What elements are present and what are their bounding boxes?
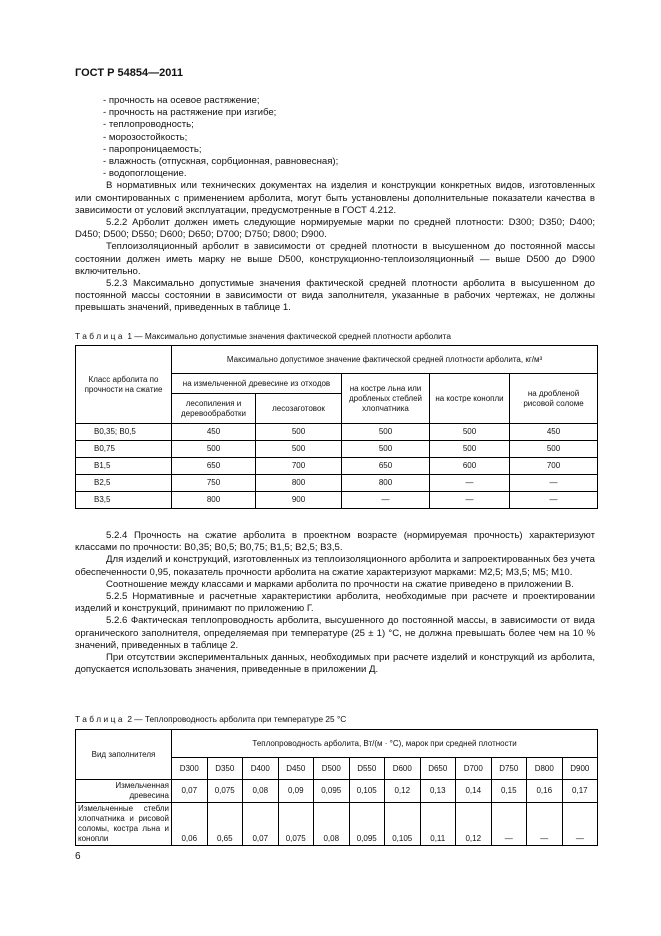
density-cell: 650	[172, 458, 256, 475]
list-item: - теплопроводность;	[103, 119, 194, 131]
col-header-max: Максимально допустимое значение фактической средней плотности арболита, кг/м³	[172, 346, 598, 374]
list-item: - прочность на осевое растяжение;	[103, 95, 260, 106]
density-cell: 800	[342, 475, 430, 492]
list-item: - водопоглощение.	[103, 168, 187, 180]
paragraph: Соотношение между классами и марками арболита по прочности на сжатие приведено в приложении В.	[106, 578, 574, 590]
thermal-value-cell: 0,06	[172, 803, 208, 846]
density-cell: 500	[342, 441, 430, 458]
grade-header: D350	[207, 758, 243, 780]
thermal-value-cell: 0,08	[314, 803, 350, 846]
density-cell: 500	[342, 424, 430, 441]
table2-caption: Таблица 2 — Теплопроводность арболита при температуре 25 °С	[75, 714, 347, 724]
density-cell: 500	[430, 441, 510, 458]
grade-header: D700	[456, 758, 492, 780]
table-row	[76, 441, 598, 458]
density-cell: 500	[172, 441, 256, 458]
grade-header: D400	[243, 758, 279, 780]
list-item: - морозостойкость;	[103, 131, 188, 143]
density-cell: 700	[256, 458, 342, 475]
thermal-value-cell: 0,105	[385, 803, 421, 846]
thermal-value-cell: —	[562, 803, 598, 846]
paragraph: Теплоизоляционный арболит в зависимости от средней плотности в высушенном до постоянной массы состоянии должен иметь марку не выше D500, конструкционно-теплоизоляционный — выше D500 до D900 включительно.	[75, 241, 595, 277]
density-cell: 500	[256, 424, 342, 441]
table-row	[76, 492, 598, 509]
col-header-class: Класс арболита по прочности на сжатие	[76, 346, 172, 424]
thermal-value-cell: —	[491, 803, 527, 846]
thermal-value-cell: 0,08	[243, 780, 279, 803]
paragraph: 5.2.3 Максимально допустимые значения фактической средней плотности арболита в высушенном до постоянной массы состоянии в зависимости от вида заполнителя, указанные в рабочих чертежах, не должны превышать значений, приведенных в таблице 1.	[75, 278, 595, 314]
paragraph: 5.2.5 Нормативные и расчетные характеристики арболита, необходимые при расчете и проектировании изделий и конструкций, принимают по приложению Г.	[75, 591, 595, 615]
list-item: - паропроницаемость;	[103, 143, 202, 155]
density-cell: 450	[510, 424, 598, 441]
density-cell: 750	[172, 475, 256, 492]
table-row	[76, 780, 598, 803]
thermal-value-cell: 0,095	[314, 780, 350, 803]
thermal-value-cell: 0,07	[243, 803, 279, 846]
thermal-value-cell: 0,13	[420, 780, 456, 803]
class-cell: B2,5	[76, 475, 172, 492]
class-cell: B0,75	[76, 441, 172, 458]
thermal-value-cell: 0,12	[456, 803, 492, 846]
thermal-value-cell: 0,095	[349, 803, 385, 846]
col-header-filler: Вид заполнителя	[76, 730, 172, 780]
thermal-table	[75, 729, 598, 846]
col-header-wood: на измельченной древесине из отходов	[172, 374, 342, 394]
paragraph: Для изделий и конструкций, изготовленных из теплоизоляционного арболита и запроектированных без учета обеспеченности 0,95, показатель прочности арболита на сжатие характеризуют марками: M2,5; M3,5; M5; M10.	[75, 554, 595, 578]
col-header-hemp: на костре конопли	[430, 374, 510, 424]
density-cell: 900	[256, 492, 342, 509]
thermal-value-cell: 0,075	[278, 803, 314, 846]
density-cell: —	[430, 492, 510, 509]
density-cell: 500	[256, 441, 342, 458]
list-item: - влажность (отпускная, сорбционная, равновесная);	[103, 156, 339, 168]
density-cell: 600	[430, 458, 510, 475]
density-cell: —	[510, 492, 598, 509]
table-row	[76, 458, 598, 475]
col-header-thermal: Теплопроводность арболита, Вт/(м · °С), марок при средней плотности	[172, 730, 598, 758]
col-header-rice: на дробленой рисовой соломе	[510, 374, 598, 424]
table-row	[76, 424, 598, 441]
thermal-value-cell: 0,65	[207, 803, 243, 846]
list-item: - прочность на растяжение при изгибе;	[103, 107, 277, 119]
grade-header: D800	[527, 758, 563, 780]
table-row	[76, 475, 598, 492]
density-cell: 500	[430, 424, 510, 441]
thermal-value-cell: 0,14	[456, 780, 492, 803]
density-cell: 450	[172, 424, 256, 441]
filler-name: Измельченная древесина	[76, 780, 172, 803]
grade-header: D750	[491, 758, 527, 780]
table1-caption: Таблица 1 — Максимально допустимые значения фактической средней плотности арболита	[75, 331, 451, 341]
class-cell: B1,5	[76, 458, 172, 475]
density-cell: —	[430, 475, 510, 492]
thermal-value-cell: 0,16	[527, 780, 563, 803]
paragraph: В нормативных или технических документах на изделия и конструкции конкретных видов, изготовленных или смонтированных с применением арболита, могут быть установлены дополнительные показатели качества в зависимости от условий эксплуатации, предусмотренные в ГОСТ 4.212.	[75, 180, 595, 216]
thermal-value-cell: 0,075	[207, 780, 243, 803]
grade-header: D550	[349, 758, 385, 780]
thermal-value-cell: 0,105	[349, 780, 385, 803]
col-header-flax: на костре льна или дробленых стеблей хлопчатника	[342, 374, 430, 424]
col-header-sawing: лесопиления и деревообработки	[172, 394, 256, 424]
thermal-value-cell: 0,09	[278, 780, 314, 803]
page-number: 6	[75, 851, 81, 862]
list-block	[75, 95, 595, 315]
density-cell: 500	[510, 441, 598, 458]
class-cell: B0,35; B0,5	[76, 424, 172, 441]
filler-name: Измельченные стебли хлопчатника и рисовой соломы, костра льна и конопли	[76, 803, 172, 846]
thermal-value-cell: 0,11	[420, 803, 456, 846]
grade-header: D900	[562, 758, 598, 780]
thermal-value-cell: 0,07	[172, 780, 208, 803]
class-cell: B3,5	[76, 492, 172, 509]
paragraph: 5.2.2 Арболит должен иметь следующие нормируемые марки по средней плотности: D300; D350; D400; D450; D500; D550; D600; D650; D700; D750; D800; D900.	[75, 217, 595, 241]
paragraph: При отсутствии экспериментальных данных, необходимых при расчете изделий и конструкций из арболита, допускается использовать значения, приведенные в приложении Д.	[75, 652, 595, 676]
thermal-value-cell: 0,17	[562, 780, 598, 803]
mid-text-block	[75, 530, 595, 676]
grade-header: D600	[385, 758, 421, 780]
density-cell: 800	[256, 475, 342, 492]
density-cell: —	[510, 475, 598, 492]
thermal-value-cell: —	[527, 803, 563, 846]
density-cell: 700	[510, 458, 598, 475]
col-header-logging: лесозаготовок	[256, 394, 342, 424]
density-cell: 800	[172, 492, 256, 509]
density-cell: —	[342, 492, 430, 509]
density-table	[75, 345, 598, 509]
grade-header: D500	[314, 758, 350, 780]
table-row	[76, 803, 598, 846]
standard-header: ГОСТ Р 54854—2011	[75, 67, 183, 79]
thermal-value-cell: 0,12	[385, 780, 421, 803]
grade-header: D300	[172, 758, 208, 780]
density-cell: 650	[342, 458, 430, 475]
grade-header: D650	[420, 758, 456, 780]
thermal-value-cell: 0,15	[491, 780, 527, 803]
paragraph: 5.2.6 Фактическая теплопроводность арболита, высушенного до постоянной массы, в зависимости от вида органического заполнителя, определяемая при температуре (25 ± 1) °С, не должна превышать более чем на 10 % значений, приведенных в таблице 2.	[75, 615, 595, 651]
grade-header: D450	[278, 758, 314, 780]
paragraph: 5.2.4 Прочность на сжатие арболита в проектном возрасте (нормируемая прочность) характеризуют классами по прочности: B0,35; B0,5; B0,75; B1,5; B2,5; B3,5.	[75, 530, 595, 554]
